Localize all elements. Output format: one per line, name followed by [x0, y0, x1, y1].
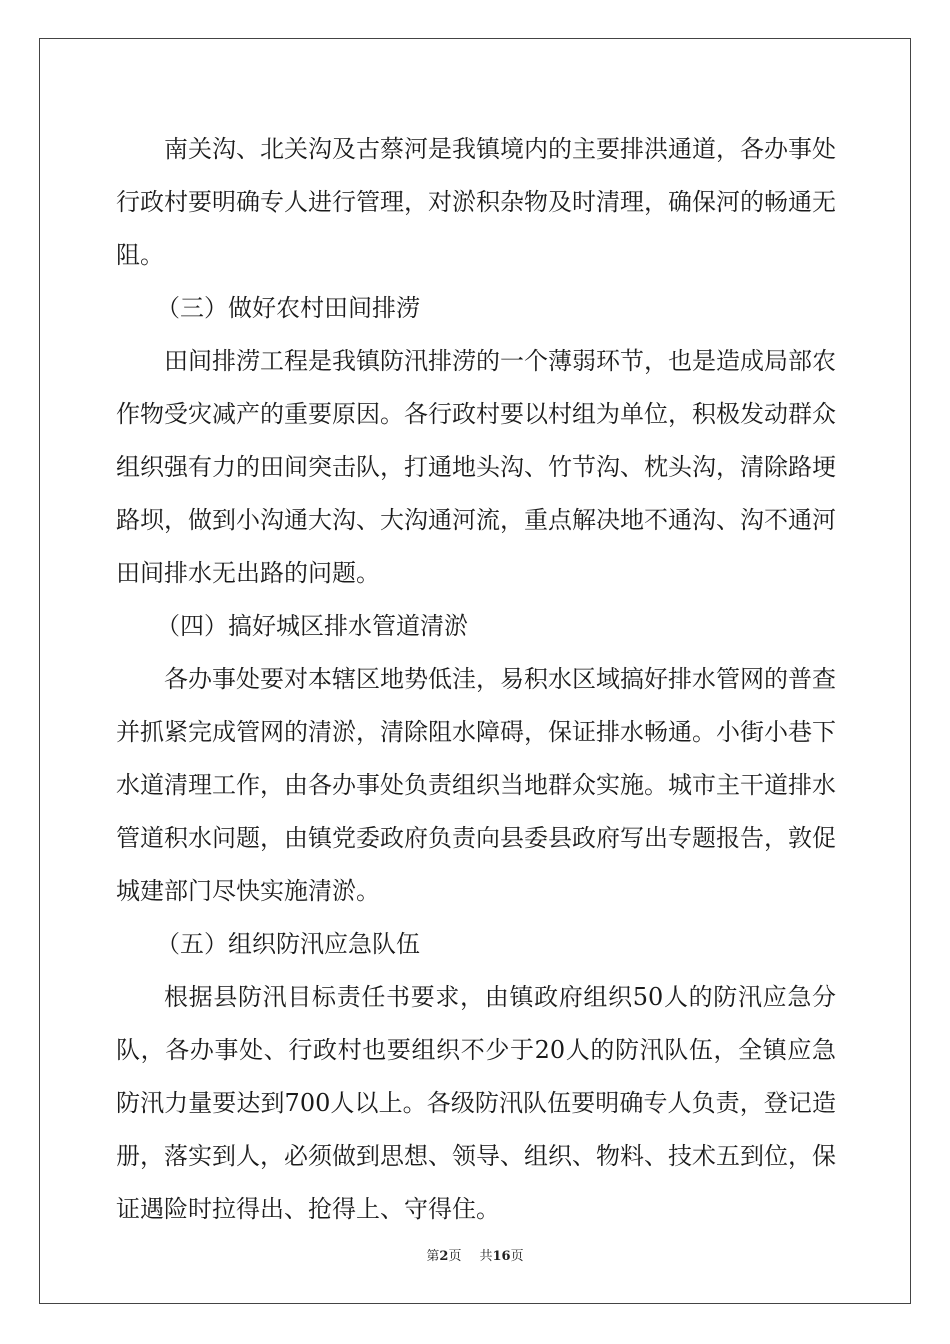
paragraph-urban-pipes: 各办事处要对本辖区地势低洼，易积水区域搞好排水管网的普查并抓紧完成管网的清淤，清除阻水障碍，保证排水畅通。小街小巷下水道清理工作，由各办事处负责组织当地群众实施。城市主干道排水管道积水问题，由镇党委政府负责向县委县政府写出专题报告，敦促城建部门尽快实施清淤。 [116, 665, 836, 905]
document-body [116, 123, 836, 1236]
section-heading-5: （五）组织防汛应急队伍 [156, 930, 420, 958]
paragraph-drainage-channels: 南关沟、北关沟及古蔡河是我镇境内的主要排洪通道，各办事处行政村要明确专人进行管理，对淤积杂物及时清理，确保河的畅通无阻。 [116, 135, 836, 269]
total-prefix: 共 [479, 1249, 493, 1264]
total-pages: 16 [492, 1249, 511, 1264]
page-suffix: 页 [448, 1249, 462, 1264]
page-number: 2 [439, 1249, 449, 1264]
paragraph-emergency-team: 根据县防汛目标责任书要求，由镇政府组织50人的防汛应急分队，各办事处、行政村也要组织不少于20人的防汛队伍，全镇应急防汛力量要达到700人以上。各级防汛队伍要明确专人负责，登记造册，落实到人，必须做到思想、领导、组织、物料、技术五到位，保证遇险时拉得出、抢得上、守得住。 [116, 983, 836, 1223]
section-heading-3: （三）做好农村田间排涝 [156, 294, 420, 322]
total-suffix: 页 [510, 1249, 524, 1264]
paragraph-field-drainage: 田间排涝工程是我镇防汛排涝的一个薄弱环节，也是造成局部农作物受灾减产的重要原因。各行政村要以村组为单位，积极发动群众组织强有力的田间突击队，打通地头沟、竹节沟、枕头沟，清除路埂路坝，做到小沟通大沟、大沟通河流，重点解决地不通沟、沟不通河田间排水无出路的问题。 [116, 347, 836, 587]
page-prefix: 第 [426, 1249, 440, 1264]
section-heading-4: （四）搞好城区排水管道清淤 [156, 612, 468, 640]
page-footer [0, 1245, 950, 1264]
